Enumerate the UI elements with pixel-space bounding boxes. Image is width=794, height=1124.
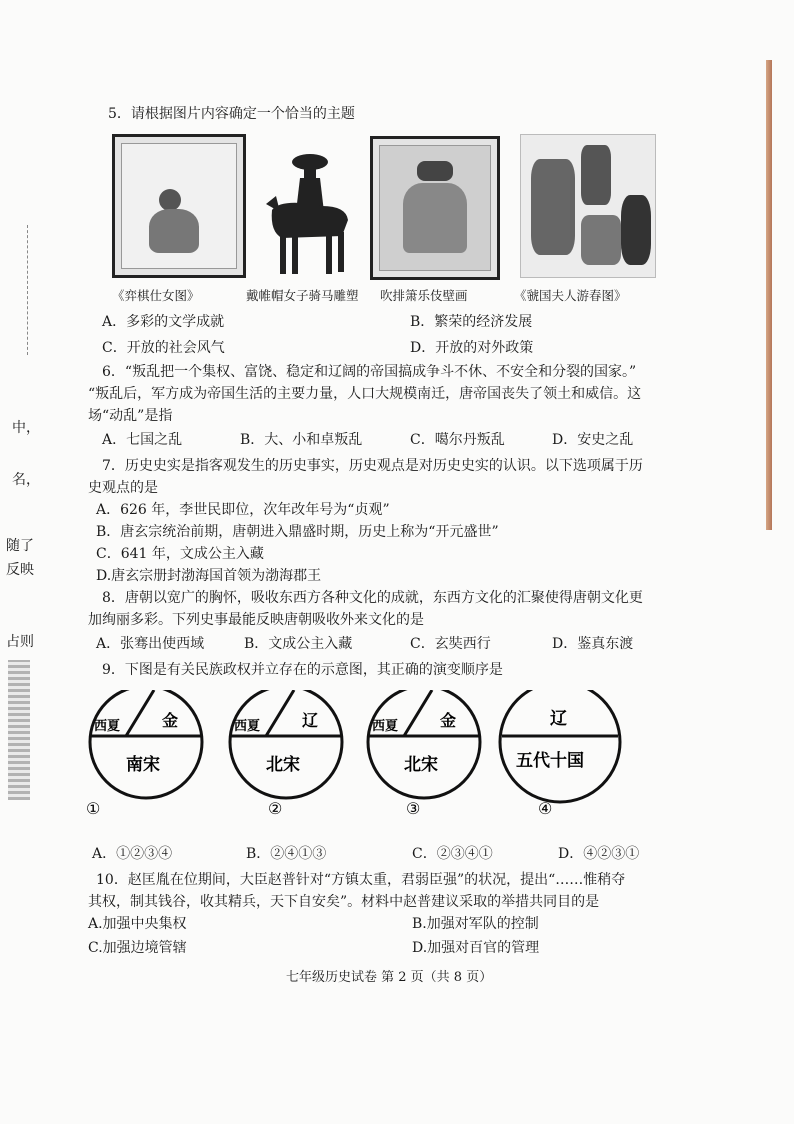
circle-2-right-label: 辽 xyxy=(302,711,319,730)
scan-edge-stain xyxy=(766,60,772,530)
q5-option-a[interactable]: A．多彩的文学成就 xyxy=(102,314,225,330)
image-guoguo-lady-spring-outing xyxy=(520,134,656,278)
margin-fragment: 名， xyxy=(12,472,40,488)
q7-option-b[interactable]: B．唐玄宗统治前期，唐朝进入鼎盛时期，历史上称为“开元盛世” xyxy=(96,524,499,540)
margin-fragment: 随了 xyxy=(6,538,34,554)
q6-stem-line3: 场“动乱”是指 xyxy=(88,408,173,424)
q6-option-c[interactable]: C．噶尔丹叛乱 xyxy=(410,432,505,448)
q5-option-d[interactable]: D．开放的对外政策 xyxy=(410,340,534,356)
margin-fragment: 占则 xyxy=(6,634,34,650)
q8-option-d[interactable]: D．鉴真东渡 xyxy=(552,636,634,652)
q9-option-c[interactable]: C．②③④① xyxy=(412,846,493,862)
regime-circle-1 xyxy=(90,690,202,798)
q10-option-a[interactable]: A.加强中央集权 xyxy=(88,916,187,932)
q7-option-d[interactable]: D.唐玄宗册封渤海国首领为渤海郡王 xyxy=(96,568,322,584)
image-painting-chess-ladies xyxy=(112,134,246,278)
circle-3-left-label: 西夏 xyxy=(372,719,399,734)
circle-2-bottom-label: 北宋 xyxy=(266,755,300,775)
regime-circle-4 xyxy=(500,690,620,802)
regime-circle-2 xyxy=(230,690,342,798)
caption-spring-outing: 《虢国夫人游春图》 xyxy=(514,288,627,303)
q7-stem-line1: 7．历史史实是指客观发生的历史事实，历史观点是对历史史实的认识。以下选项属于历 xyxy=(102,458,643,474)
q9-option-b[interactable]: B．②④①③ xyxy=(246,846,327,862)
q8-option-c[interactable]: C．玄奘西行 xyxy=(410,636,491,652)
circle-1-right-label: 金 xyxy=(162,711,179,730)
circle-2-left-label: 西夏 xyxy=(234,719,261,734)
caption-horse-rider: 戴帷帽女子骑马雕塑 xyxy=(246,288,359,303)
circle-1-bottom-label: 南宋 xyxy=(126,755,160,775)
q8-option-a[interactable]: A．张骞出使西域 xyxy=(96,636,205,652)
caption-musician: 吹排箫乐伎壁画 xyxy=(380,288,468,303)
q9-stem: 9．下图是有关民族政权并立存在的示意图，其正确的演变顺序是 xyxy=(102,662,503,678)
q7-option-c[interactable]: C．641 年，文成公主入藏 xyxy=(96,546,264,562)
circle-4-bottom-label: 五代十国 xyxy=(516,751,584,771)
page-footer: 七年级历史试卷 第 2 页（共 8 页） xyxy=(286,970,493,985)
question-5-stem: 5．请根据图片内容确定一个恰当的主题 xyxy=(108,106,355,122)
margin-fragment: 中， xyxy=(12,420,40,436)
q5-option-b[interactable]: B．繁荣的经济发展 xyxy=(410,314,533,330)
caption-chess-ladies: 《弈棋仕女图》 xyxy=(112,288,200,303)
binding-line xyxy=(27,225,29,355)
q10-option-d[interactable]: D.加强对百官的管理 xyxy=(412,940,540,956)
q9-option-a[interactable]: A．①②③④ xyxy=(92,846,173,862)
circle-1-number: ① xyxy=(86,799,101,818)
circle-3-bottom-label: 北宋 xyxy=(404,755,438,775)
margin-fragment: 反映 xyxy=(6,562,34,578)
q8-stem-line2: 加绚丽多彩。下列史事最能反映唐朝吸收外来文化的是 xyxy=(88,612,424,628)
circle-4-number: ④ xyxy=(538,799,553,818)
circle-3-right-label: 金 xyxy=(440,711,457,730)
q10-option-c[interactable]: C.加强边境管辖 xyxy=(88,940,187,956)
q7-option-a[interactable]: A．626 年，李世民即位，次年改年号为“贞观” xyxy=(96,502,390,518)
q8-stem-line1: 8．唐朝以宽广的胸怀，吸收东西方各种文化的成就，东西方文化的汇聚使得唐朝文化更 xyxy=(102,590,643,606)
q6-stem-line1: 6．“叛乱把一个集权、富饶、稳定和辽阔的帝国搞成争斗不休、不安全和分裂的国家。” xyxy=(102,364,637,380)
q5-option-c[interactable]: C．开放的社会风气 xyxy=(102,340,225,356)
circle-2-number: ② xyxy=(268,799,283,818)
circle-3-number: ③ xyxy=(406,799,421,818)
q7-stem-line2: 史观点的是 xyxy=(88,480,158,496)
q9-option-d[interactable]: D．④②③① xyxy=(558,846,640,862)
q8-option-b[interactable]: B．文成公主入藏 xyxy=(244,636,353,652)
q6-stem-line2: “叛乱后，军方成为帝国生活的主要力量，人口大规模南迁，唐帝国丧失了领土和威信。这 xyxy=(88,386,642,402)
q6-option-b[interactable]: B．大、小和卓叛乱 xyxy=(240,432,363,448)
binding-stain xyxy=(8,660,30,800)
q9-regime-diagram xyxy=(86,690,646,825)
q10-option-b[interactable]: B.加强对军队的控制 xyxy=(412,916,539,932)
q10-stem-line1: 10．赵匡胤在位期间，大臣赵普针对“方镇太重，君弱臣强”的状况，提出“……惟稍夺 xyxy=(96,872,626,888)
regime-circle-3 xyxy=(368,690,480,798)
q6-option-d[interactable]: D．安史之乱 xyxy=(552,432,634,448)
q10-stem-line2: 其权，制其钱谷，收其精兵，天下自安矣”。材料中赵普建议采取的举措共同目的是 xyxy=(88,894,600,910)
circle-1-left-label: 西夏 xyxy=(94,719,121,734)
image-horse-rider-sculpture xyxy=(262,140,352,280)
circle-4-top-label: 辽 xyxy=(550,709,567,729)
q6-option-a[interactable]: A．七国之乱 xyxy=(102,432,183,448)
image-mural-musician xyxy=(370,136,500,280)
